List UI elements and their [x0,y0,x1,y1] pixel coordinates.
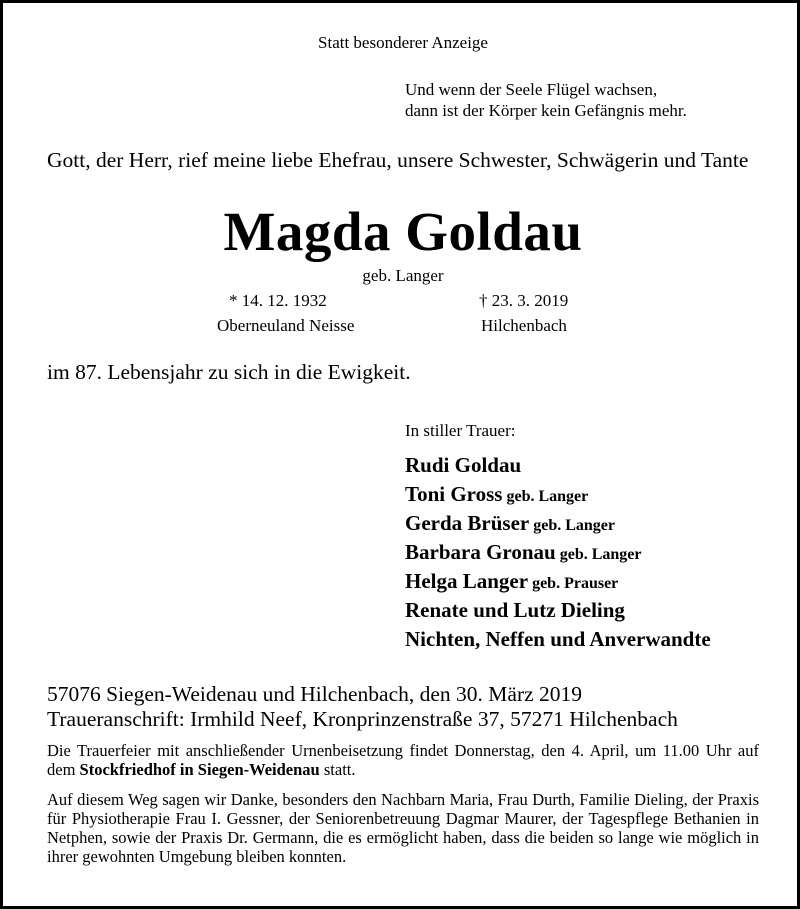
quote-line-2: dann ist der Körper kein Gefängnis mehr. [405,101,687,120]
mourning-address: Traueranschrift: Irmhild Neef, Kronprinzenstraße 37, 57271 Hilchenbach [47,707,678,731]
mourner [405,567,715,596]
mourner [405,625,715,654]
mourner-name: Toni Gross [405,482,503,506]
mourner-name: Renate und Lutz Dieling [405,598,625,622]
deceased-name: Magda Goldau [223,201,583,262]
mourner [405,538,715,567]
quote [405,79,687,121]
mourners-list [405,451,715,654]
mourner-name: Rudi Goldau [405,453,522,477]
birth-date: * 14. 12. 1932 [229,291,327,310]
age-text: im 87. Lebensjahr zu sich in die Ewigkeit. [47,360,411,384]
place-date: 57076 Siegen-Weidenau und Hilchenbach, den 30. März 2019 [47,682,583,706]
mourner-note: geb. Langer [506,488,589,505]
born-name: geb. Langer [362,266,444,285]
mourning-label: In stiller Trauer: [405,421,516,440]
mourner-name: Nichten, Neffen und Anverwandte [405,627,711,651]
mourner-note: geb. Langer [559,546,642,563]
funeral-location: Stockfriedhof in Siegen-Weidenau [79,760,320,779]
funeral-info [47,741,759,779]
funeral-text-after: statt. [319,760,356,779]
mourner-name: Barbara Gronau [405,540,556,564]
quote-line-1: Und wenn der Seele Flügel wachsen, [405,80,658,99]
mourner [405,480,715,509]
birth-place: Oberneuland Neisse [217,316,355,335]
thanks-text: Auf diesem Weg sagen wir Danke, besonders den Nachbarn Maria, Frau Durth, Familie Dieling, der Praxis für Physiotherapie Frau I. Gessner, der Seniorenbetreuung Dagmar Maurer, der Tagespflege Bethanien in Netphen, sowie der Praxis Dr. Germann, die es ermöglicht haben, dass die beiden so lange wie möglich in ihrer gewohnten Umgebung bleiben konnten. [47,790,759,866]
mourner-name: Helga Langer [405,569,529,593]
mourner [405,451,715,480]
mourner-name: Gerda Brüser [405,511,530,535]
funeral-text-before: Die Trauerfeier mit anschließender Urnenbeisetzung findet Donnerstag, den 4. April, um 11.00 Uhr auf dem [47,741,759,779]
mourner [405,596,715,625]
notice-header: Statt besonderer Anzeige [318,33,488,52]
death-date: † 23. 3. 2019 [479,291,569,310]
mourner-note: geb. Langer [533,517,616,534]
death-place: Hilchenbach [481,316,567,335]
mourner [405,509,715,538]
intro-text: Gott, der Herr, rief meine liebe Ehefrau, unsere Schwester, Schwägerin und Tante [47,148,749,172]
mourner-note: geb. Prauser [532,575,619,592]
